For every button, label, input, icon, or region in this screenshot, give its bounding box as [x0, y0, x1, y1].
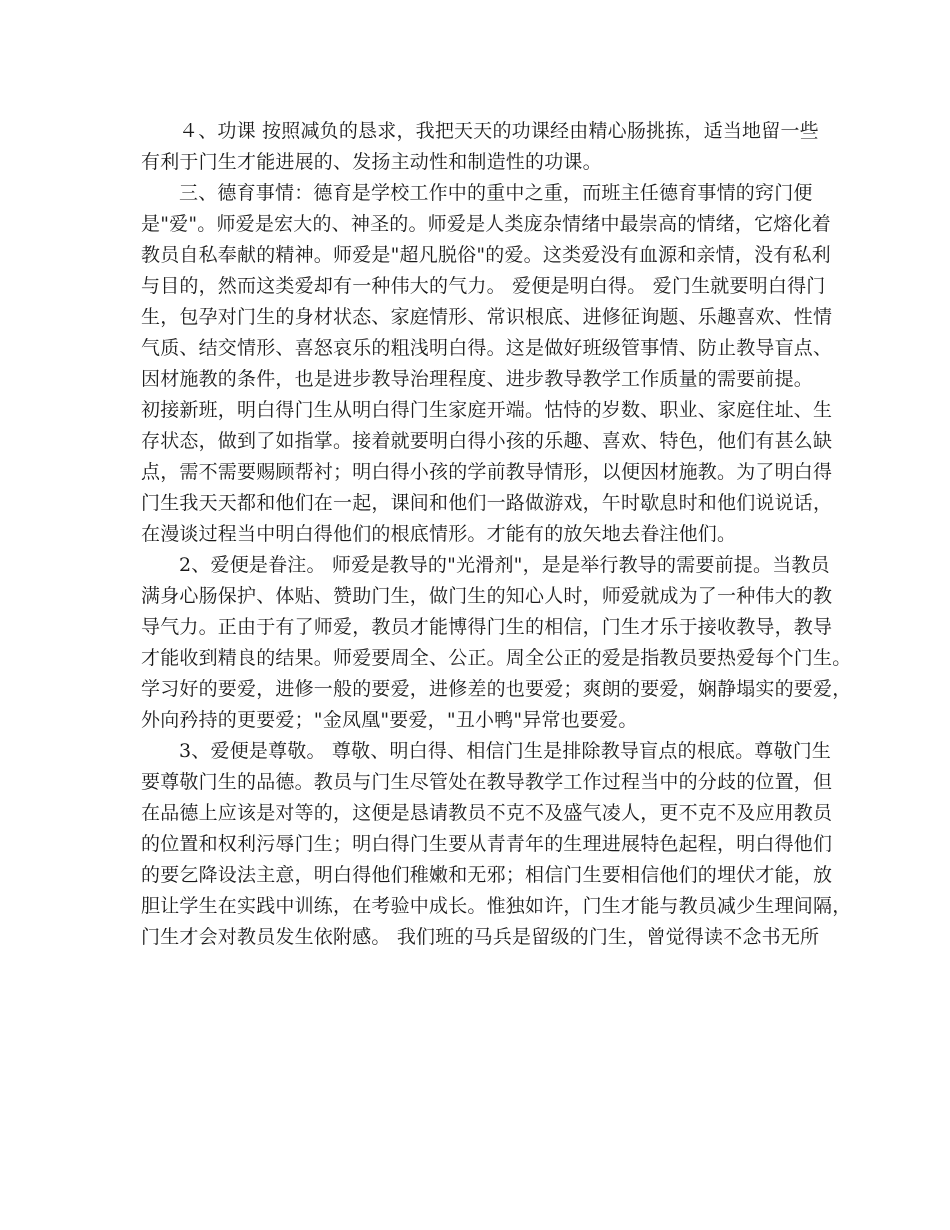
text-line: 导气力。正由于有了师爱，教员才能博得门生的相信，门生才乐于接收教导，教导: [141, 616, 833, 638]
text-line: 门生才会对教员发生依附感。 我们班的马兵是留级的门生，曾觉得读不念书无所: [141, 926, 820, 948]
text-line: 胆让学生在实践中训练，在考验中成长。惟独如许，门生才能与教员减少生理间隔，: [141, 895, 852, 917]
text-line: 因材施教的条件，也是进步教导治理程度、进步教导教学工作质量的需要前提。: [141, 368, 814, 390]
text-line: 有利于门生才能进展的、发扬主动性和制造性的功课。: [141, 151, 602, 173]
text-line: 要尊敬门生的品德。教员与门生尽管处在教导教学工作过程当中的分歧的位置，但: [141, 771, 833, 793]
text-line: 与目的，然而这类爱却有一种伟大的气力。 爱便是明白得。 爱门生就要明白得门: [141, 275, 826, 297]
text-line: 3、爱便是尊敬。 尊敬、明白得、相信门生是排除教导盲点的根底。尊敬门生: [179, 740, 832, 762]
document-body: [141, 116, 852, 953]
text-line: 才能收到精良的结果。师爱要周全、公正。周全公正的爱是指教员要热爱每个门生。: [141, 647, 852, 669]
text-line: 学习好的要爱，进修一般的要爱，进修差的也要爱；爽朗的要爱，娴静塌实的要爱，: [141, 678, 852, 700]
text-line: 点，需不需要赐顾帮衬；明白得小孩的学前教导情形，以便因材施教。为了明白得: [141, 461, 833, 483]
text-line: 初接新班，明白得门生从明白得门生家庭开端。怙恃的岁数、职业、家庭住址、生: [141, 399, 833, 421]
text-line: 气质、结交情形、喜怒哀乐的粗浅明白得。这是做好班级管事情、防止教导盲点、: [141, 337, 833, 359]
text-line: 的位置和权利污辱门生；明白得门生要从青青年的生理进展特色起程，明白得他们: [141, 833, 833, 855]
text-line: 2、爱便是眷注。 师爱是教导的"光滑剂"，是是举行教导的需要前提。当教员: [179, 554, 830, 576]
text-line: 门生我天天都和他们在一起，课间和他们一路做游戏，午时歇息时和他们说说话，: [141, 492, 833, 514]
text-line: 外向矜持的更要爱；"金凤凰"要爱，"丑小鸭"异常也要爱。: [141, 709, 638, 731]
text-line: 存状态，做到了如指掌。接着就要明白得小孩的乐趣、喜欢、特色，他们有甚么缺: [141, 430, 833, 452]
text-line: ４、功课 按照减负的恳求，我把天天的功课经由精心肠挑拣，适当地留一些: [179, 120, 819, 142]
text-line: 是"爱"。师爱是宏大的、神圣的。师爱是人类庞杂情绪中最崇高的情绪，它熔化着: [141, 213, 831, 235]
text-line: 生，包孕对门生的身材状态、家庭情形、常识根底、进修征询题、乐趣喜欢、性情: [141, 306, 833, 328]
text-line: 在漫谈过程当中明白得他们的根底情形。才能有的放矢地去眷注他们。: [141, 523, 737, 545]
text-line: 的要乞降设法主意，明白得他们稚嫩和无邪；相信门生要相信他们的埋伏才能，放: [141, 864, 833, 886]
text-line: 满身心肠保护、体贴、赞助门生，做门生的知心人时，师爱就成为了一种伟大的教: [141, 585, 833, 607]
text-line: 三、德育事情：德育是学校工作中的重中之重，而班主任德育事情的窍门便: [179, 182, 813, 204]
text-line: 在品德上应该是对等的，这便是恳请教员不克不及盛气凌人，更不克不及应用教员: [141, 802, 833, 824]
text-line: 教员自私奉献的精神。师爱是"超凡脱俗"的爱。这类爱没有血源和亲情，没有私利: [141, 244, 831, 266]
